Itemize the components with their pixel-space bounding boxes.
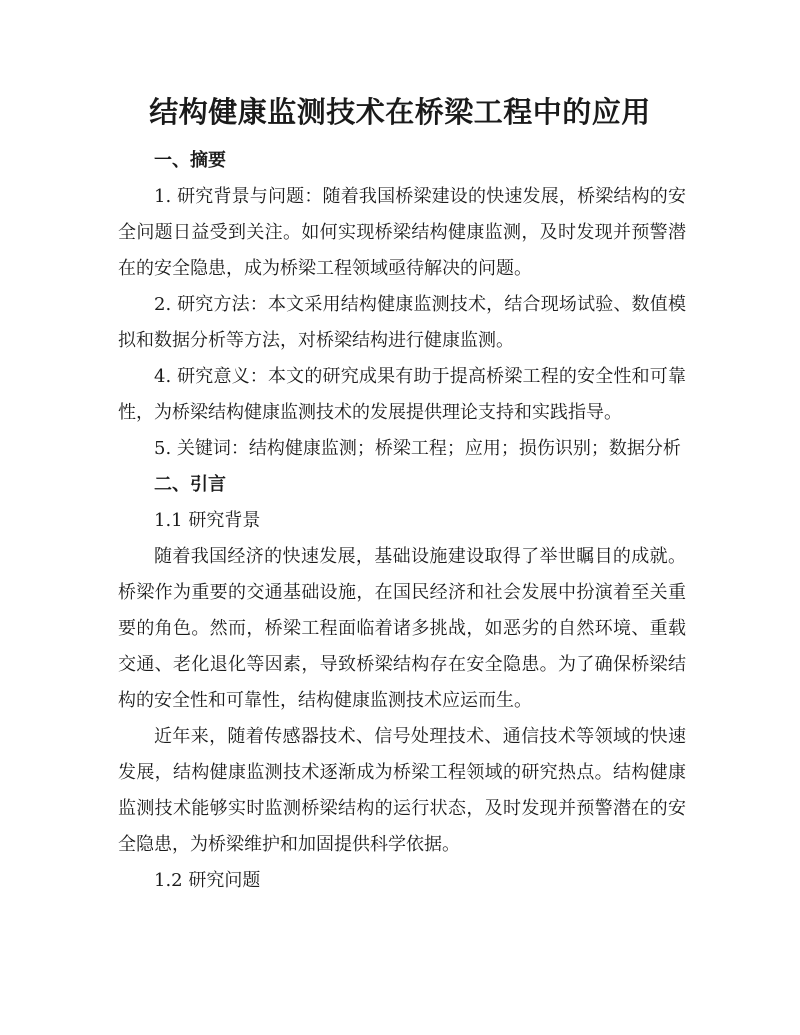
- section-heading-abstract: 一、摘要: [154, 150, 226, 171]
- document-title: 结构健康监测技术在桥梁工程中的应用: [149, 95, 651, 129]
- abstract-item-keywords: 5. 关键词：结构健康监测；桥梁工程；应用；损伤识别；数据分析: [154, 438, 681, 459]
- abstract-item-background: 1. 研究背景与问题：随着我国桥梁建设的快速发展，桥梁结构的安全问题日益受到关注。如何实现桥梁结构健康监测，及时发现并预警潜在的安全隐患，成为桥梁工程领域亟待解决的问题。: [118, 186, 686, 279]
- abstract-item-method: 2. 研究方法：本文采用结构健康监测技术，结合现场试验、数值模拟和数据分析等方法，对桥梁结构进行健康监测。: [118, 294, 686, 351]
- section-heading-introduction: 二、引言: [154, 474, 226, 495]
- paragraph-background-1: 随着我国经济的快速发展，基础设施建设取得了举世瞩目的成就。桥梁作为重要的交通基础设施，在国民经济和社会发展中扮演着至关重要的角色。然而，桥梁工程面临着诸多挑战，如恶劣的自然环境、重载交通、老化退化等因素，导致桥梁结构存在安全隐患。为了确保桥梁结构的安全性和可靠性，结构健康监测技术应运而生。: [118, 546, 686, 711]
- document-body: [118, 143, 686, 899]
- subsection-heading-background: 1.1 研究背景: [154, 510, 261, 531]
- abstract-item-significance: 4. 研究意义：本文的研究成果有助于提高桥梁工程的安全性和可靠性，为桥梁结构健康监测技术的发展提供理论支持和实践指导。: [118, 366, 686, 423]
- paragraph-background-2: 近年来，随着传感器技术、信号处理技术、通信技术等领域的快速发展，结构健康监测技术逐渐成为桥梁工程领域的研究热点。结构健康监测技术能够实时监测桥梁结构的运行状态，及时发现并预警潜在的安全隐患，为桥梁维护和加固提供科学依据。: [118, 726, 686, 855]
- subsection-heading-problem: 1.2 研究问题: [154, 870, 261, 891]
